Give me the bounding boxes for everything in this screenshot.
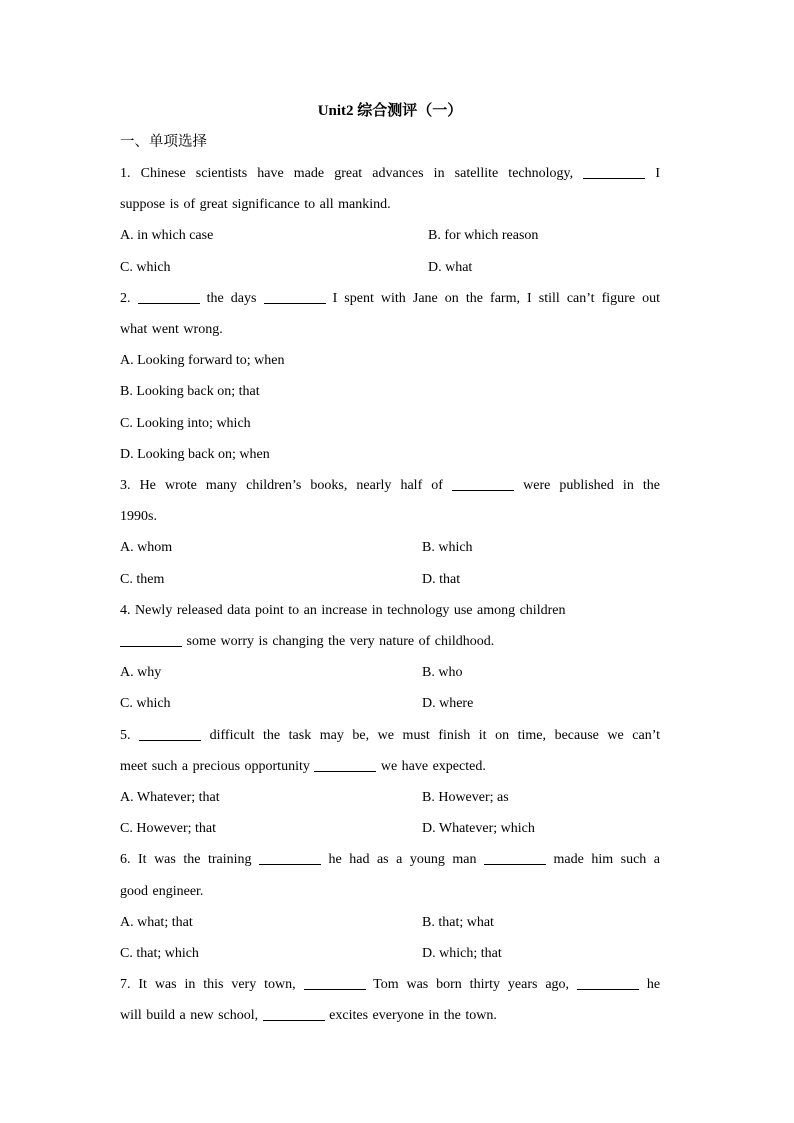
answer-blank xyxy=(452,476,514,491)
question-4-stem-line1: 4. Newly released data point to an increase in technology use among children xyxy=(120,602,566,618)
question-5-text-d: we have expected. xyxy=(380,758,486,774)
question-1-option-c: C. which xyxy=(120,259,171,275)
question-1-stem-line2: suppose is of great significance to all mankind. xyxy=(120,197,391,213)
question-3-text-b: were published in the xyxy=(523,478,661,494)
question-5-stem-line1 xyxy=(120,720,660,751)
question-4-option-b: B. who xyxy=(422,665,463,681)
question-3-option-d: D. that xyxy=(422,571,461,587)
question-5-text-a: 5. xyxy=(120,727,131,743)
question-1 xyxy=(120,158,660,283)
question-1-option-d: D. what xyxy=(428,259,473,275)
question-2-stem-line1 xyxy=(120,283,660,314)
question-1-text-a: 1. Chinese scientists have made great advances in satellite technology, xyxy=(120,166,574,181)
question-3 xyxy=(120,470,660,595)
answer-blank xyxy=(259,850,321,865)
question-2-text-a: 2. xyxy=(120,290,131,306)
question-6-stem-line2: good engineer. xyxy=(120,883,204,899)
question-3-option-c: C. them xyxy=(120,571,165,587)
question-6-option-b: B. that; what xyxy=(422,914,494,930)
question-6-options-row1 xyxy=(120,907,660,938)
question-1-text-b: I xyxy=(655,166,660,181)
question-5-stem-line2 xyxy=(120,751,660,782)
question-7-text-d: will build a new school, xyxy=(120,1008,259,1024)
answer-blank xyxy=(304,975,366,990)
question-5-option-c: C. However; that xyxy=(120,821,217,837)
question-3-option-b: B. which xyxy=(422,540,473,556)
question-6-option-c: C. that; which xyxy=(120,946,199,962)
question-5-option-a: A. Whatever; that xyxy=(120,790,220,806)
question-1-options-row2 xyxy=(120,252,660,283)
question-6-option-d: D. which; that xyxy=(422,946,502,962)
question-2-option-d: D. Looking back on; when xyxy=(120,446,270,462)
question-3-text-a: 3. He wrote many children’s books, nearly half of xyxy=(120,478,443,494)
question-3-options-row1 xyxy=(120,532,660,563)
question-2-option-b: B. Looking back on; that xyxy=(120,384,260,400)
question-3-stem-line1 xyxy=(120,470,660,501)
answer-blank xyxy=(577,975,639,990)
question-6-stem-line1 xyxy=(120,844,660,875)
question-6 xyxy=(120,844,660,969)
question-6-options-row2 xyxy=(120,938,660,969)
answer-blank xyxy=(120,632,182,647)
answer-blank xyxy=(314,757,376,772)
answer-blank xyxy=(138,289,200,304)
question-3-stem-line2: 1990s. xyxy=(120,509,157,525)
worksheet-page xyxy=(120,96,660,1032)
question-2-text-b: the days xyxy=(206,290,257,306)
question-4-option-d: D. where xyxy=(422,696,474,712)
page-title: Unit2 综合测评（一） xyxy=(317,103,463,119)
question-2-option-c: C. Looking into; which xyxy=(120,415,251,431)
question-4-stem-line2 xyxy=(120,626,660,657)
answer-blank xyxy=(264,289,326,304)
question-7-text-a: 7. It was in this very town, xyxy=(120,977,296,993)
question-5-options-row2 xyxy=(120,813,660,844)
question-7 xyxy=(120,969,660,1031)
question-7-stem-line1 xyxy=(120,969,660,1000)
section-heading: 一、单项选择 xyxy=(120,134,207,150)
question-3-option-a: A. whom xyxy=(120,540,173,556)
question-5-option-b: B. However; as xyxy=(422,790,509,806)
question-7-text-c: he xyxy=(646,977,661,993)
question-5-text-c: meet such a precious opportunity xyxy=(120,758,310,774)
answer-blank xyxy=(139,726,201,741)
question-2 xyxy=(120,283,660,470)
question-1-option-a: A. in which case xyxy=(120,228,214,244)
answer-blank xyxy=(263,1006,325,1021)
question-4-options-row2 xyxy=(120,688,660,719)
question-7-stem-line2 xyxy=(120,1000,660,1031)
answer-blank xyxy=(583,164,645,179)
question-6-text-b: he had as a young man xyxy=(328,852,477,868)
question-4-option-a: A. why xyxy=(120,665,162,681)
question-5-option-d: D. Whatever; which xyxy=(422,821,535,837)
answer-blank xyxy=(484,850,546,865)
question-7-text-e: excites everyone in the town. xyxy=(329,1008,497,1024)
question-7-text-b: Tom was born thirty years ago, xyxy=(373,977,570,993)
question-2-option-a: A. Looking forward to; when xyxy=(120,353,285,369)
question-3-options-row2 xyxy=(120,564,660,595)
question-5-options-row1 xyxy=(120,782,660,813)
question-5 xyxy=(120,720,660,845)
question-4-text-b: some worry is changing the very nature of childhood. xyxy=(186,634,495,650)
question-4-option-c: C. which xyxy=(120,696,171,712)
question-2-stem-line2: what went wrong. xyxy=(120,322,223,338)
question-6-text-c: made him such a xyxy=(553,852,661,868)
question-2-text-c: I spent with Jane on the farm, I still can’t figure out xyxy=(332,290,660,306)
question-6-option-a: A. what; that xyxy=(120,914,193,930)
question-4 xyxy=(120,595,660,720)
question-5-text-b: difficult the task may be, we must finish it on time, because we can’t xyxy=(209,727,661,743)
question-6-text-a: 6. It was the training xyxy=(120,852,252,868)
question-4-options-row1 xyxy=(120,657,660,688)
question-1-options-row1 xyxy=(120,220,660,251)
question-1-option-b: B. for which reason xyxy=(428,228,539,244)
question-1-stem-line1 xyxy=(120,158,660,189)
